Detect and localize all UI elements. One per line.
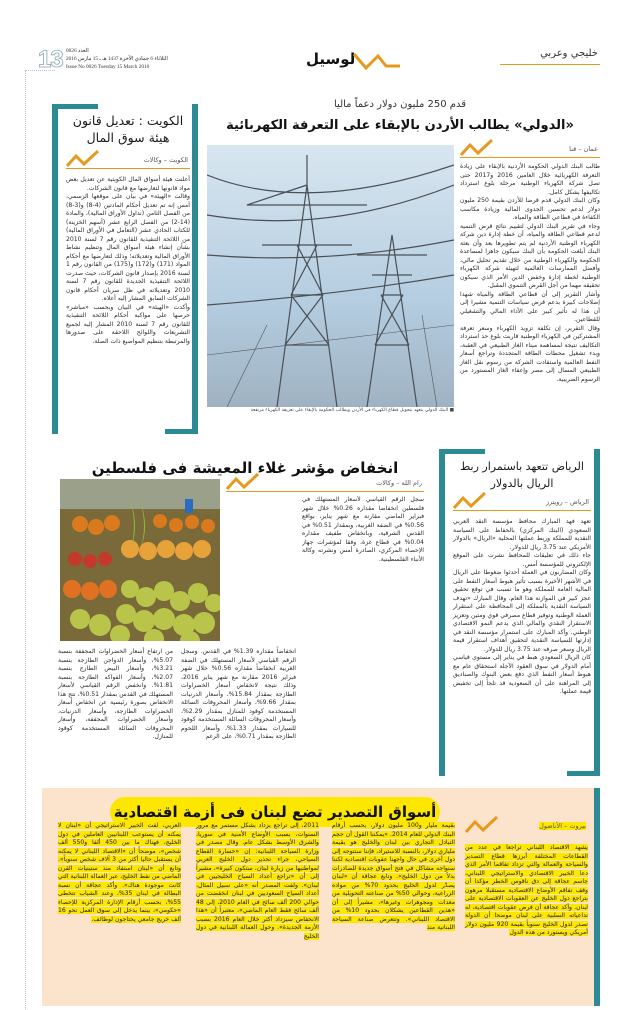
palestine-body-1 [302, 496, 424, 794]
zigzag-icon [465, 816, 499, 834]
jordan-subtitle: قدم 250 مليون دولار دعماً ماليا [334, 99, 466, 110]
fruit-illustration [60, 479, 220, 641]
jordan-column [460, 145, 600, 384]
zigzag-icon [460, 139, 494, 157]
byline-rule [226, 491, 424, 492]
riyadh-box-right-bar [594, 449, 600, 776]
issue-info-en: Issue No 0026 Tuesday 15 March 2016 [66, 64, 150, 70]
paragraph: بقيمة مليار و100 مليون دولار، بحسب أرقام البنك الدولي للعام 2014. «يمكننا القول أن حجم التبادل التجاري بين لبنان والخليج هو بقيمة ملياري دولار، بالنسبة للاستيراد، فإننا سنتوجه إلى دول أخرى في حال واجهنا عقوبات اقتصادية لكننا سنواجه مشاكل في فتح أسواق جديدة للصادرات بدلاً من دول الخليج». وتابع عجاقة أن «لبنان يصدّر لدول الخليج بحدود 70% من مواده الزراعية، وحوالي 50% من صناعته التحويلية من معدات ومجوهرات وغيرها»، مشيراً إلى أن «هذين القطاعين يشكلان بحدود 10% من الاقتصاد اللبناني». وتتعرض صناعة السياحة اللبنانية منذ [332, 822, 456, 931]
page-number: 13 [38, 46, 63, 73]
jordan-headline: «الدولي» يطالب الأردن بالإبقاء على التعرفة الكهربائية [226, 118, 574, 133]
byline-rule [453, 510, 591, 511]
zigzag-icon [453, 492, 487, 510]
paragraph: وقال التقرير، إن تكلفة تزويد الكهرباء وسعر تعرفة المشتركين في الكهرباء الوطنية قاربت بلوغ حد استرداد التكاليف نتيجة لمساهمة ميناء الغاز الطبيعي في العقبة، وبدء تشغيل محطات الطاقة المتجددة وتراجع أسعار النفط العالمية واستفادت الشركة من رسوم نقل الغاز الطبيعي المسال إلى مصر وإعفاء الغاز المستورد من الرسوم الضريبية. [460, 324, 600, 383]
issue-date-ar: الثلاثاء 6 جمادي الآخرة 1437 هـ ـ 15 مارس 2016 [66, 56, 168, 62]
issue-info [66, 47, 168, 71]
lebanon-headline: أسواق التصدير تضع لبنان فى أزمة اقتصادية [110, 797, 440, 827]
lebanon-body-1 [465, 844, 588, 938]
paragraph: وقالت «الهيئة» في بيان على موقعها الرسمي، أمس إنه تم تعديل أحكام المادتين (4-8) و(3-8) من الفصل الثامن (تداول الأوراق المالية)، والمادة (14-2) من الفصل الرابع عشر (أسهم الخزينة) للكتاب الحادي عشر (التعامل في الأوراق المالية) من اللائحة التنفيذية للقانون رقم 7 لسنة 2010 بشأن إنشاء هيئة أسواق المال وتنظيم نشاط الأوراق المالية وتعديلاته؛ وذلك لتعارضها مع أحكام المواد (171) و(172) و(175) من القانون رقم 1 لسنة 2016 بإصدار قانون الشركات، حيث صدرت اللائحة التنفيذية الجديدة للقانون رقم 7 لسنة 2010 وتعديلاته في ظل سريان أحكام قانون الشركات السابق المشار إليه أعلاه. [66, 193, 190, 302]
section-title: خليجي وعربي [540, 48, 598, 59]
palestine-byline [226, 479, 424, 493]
kuwait-byline [66, 156, 190, 170]
paragraph: كان الريال السعودي هبط في يناير إلى مستوى قياسي أمام الدولار في سوق العقود الآجلة استحقاق عام مع هبوط أسعار النفط الذي دفع بعض البنوك والصناديق إلى المراهنة على أن السعودية قد تلجأ إلى تخفيض قيمة عملتها. [453, 654, 591, 695]
palestine-headline: انخفاض مؤشر غلاء المعيشة فى فلسطين [91, 459, 399, 477]
caption-bullet-icon: ■ [448, 408, 454, 413]
lebanon-column-2 [332, 822, 455, 933]
paragraph: العربي، لفت الخبير الاستراتيجي أن «لبنان لا يمكنه أن يستوعب اللبنانيين العاملين في دول الخليج، فهناك ما بين 450 ألفا و550 ألف شخص»، موضحاً أن «الاقتصاد اللبناني لا يمكنه أن يستقبل حاليا أكثر من 3 آلاف شخص سنوياً». وتابع أن «لبنان استفاد منذ ستينيات القرن الماضي من نفط الخليج، عبر العمالة اللبنانية التي كانت موجودة هناك». وأكد عجاقة أن نسبة البطالة في لبنان 35%، وعند الشباب تتخطى 55%، بحسب أرقام الإدارة المركزية للإحصاء «حكومي»، بينما يدخل إلى سوق العمل نحو 16 ألف خريج جامعي يحتاجون لوظائف. [58, 822, 181, 923]
riyadh-content [453, 455, 591, 697]
palestine-column-1 [226, 479, 424, 794]
palestine-column-3 [58, 648, 173, 742]
zigzag-icon [226, 473, 260, 491]
riyadh-byline [453, 498, 591, 512]
kuwait-box [52, 104, 200, 434]
paragraph: وكان البنك الدولي قدم قرضا للأردن بقيمة 250 مليون دولار لدعم تحسين الجدوى المالية وزيادة مكاسب الكفاءة في قطاعي الطاقة والمياه. [460, 197, 600, 221]
kuwait-body [66, 176, 190, 346]
paragraph: وأشار التقرير إلى أن قطاعي الطاقة والمياه شهدا إصلاحات كبيرة بدعم قرض سياسات التنمية مشيرا إلى أن هذا له تأثير كبير على الأداء المالي والتشغيلي للقطاعين. [460, 290, 600, 323]
brand-logo-text: لوسيل [306, 50, 356, 68]
caption-text: البنك الدولي يتعهد بتحويل قطاع الكهرباء في الأردن ويطالب الحكومة بالإبقاء على تعريفة الكهرباء مرتفعة [250, 408, 449, 413]
paragraph: وأكدت «الهيئة» في البيان وبحسب «مباشر» حرصها على مواكبة أحكام اللائحة التنفيذية للقانون رقم 7 لسنة 2010 المشار إليه لجميع التشريعات واللوائح اللاحقة على صدورها والمرتبطة بتنظيم المواضيع ذات الصلة. [66, 303, 191, 345]
riyadh-box [439, 449, 600, 776]
paragraph: وجاء في تقرير البنك الدولي لتقييم نتائج قرض التنمية لدعم قطاعي الطاقة والمياه، أن خطة إدارة دين شركة الكهرباء الوطنية الأردنية لم يتم تطويرها بعد وأن بعثة البنك أبلغت الحكومة بأن البنك سيكون جاهزا لمساعدة الحكومة والكهرباء الوطنية من خلال تقديم تحليل مالي، وأفضل الممارسات العالمية لتهيئة شركة الكهرباء الوطنية لخطة إدارة وخفض الدين الأمر الذي سيكون تحقيقه مهما من أجل القرض التنموي المقبل. [460, 222, 600, 289]
byline-text: عمان – قنا [569, 145, 598, 153]
lebanon-body-2 [332, 822, 455, 933]
riyadh-title: الرياض تتعهد باستمرار ربط الريال بالدولار [460, 460, 584, 490]
lebanon-byline [465, 822, 588, 838]
lebanon-body-4 [58, 822, 181, 924]
masthead [300, 46, 600, 76]
paragraph: طالب البنك الدولي الحكومة الأردنية بالإبقاء على زيادة التعرفة الكهربائية خلال العامين 2016 و2017 حتى تصل شركة الكهرباء الوطنية مرحلة بلوغ استرداد تكاليفها بشكل كامل. [460, 163, 600, 196]
paragraph: 2011، إلى تراجع يزداد بشكل مستمر مع مرور السنوات، بسبب الأوضاع الأمنية في سوريا، والشرق الأوسط بشكل عام. وقال مصدر في وزارة السياحة اللبنانية: إن «خسارة القطاع السياحي، جراء تحذير دول الخليج العربي لمواطنيها من زيارة لبنان، ستكون كبيرة»، مشيراً إلى أن «تراجع أعداد السياح الخليجيين في لبنان». ولفت المصدر أنه «على سبيل المثال، أعداد السياح السعوديين في لبنان انخفضت من حوالي 200 ألف سائح في العام 2010، إلى 48 ألف سائح فقط العام الماضي»، معتبراً أن «هذا الانخفاض سيزداد أكثر خلال العام 2016 بسبب الأزمة الجديدة». وحول العمالة اللبنانية في دول الخليج [196, 822, 319, 940]
kuwait-box-right-bar [192, 104, 198, 434]
byline-text: الرياض – رويترز [545, 498, 589, 506]
palestine-body-3 [58, 648, 173, 742]
paragraph: يشهد الاقتصاد اللبناني تراجعا في عدد من القطاعات المختلفة أبرزها قطاع التصدير والسياحة والعمالة والتي تزداد تفاقما الأمر الذي دعا الخبير الاقتصادي والاستراتيجي اللبناني، جاسم عجاقة إلى دق ناقوس الخطر مؤكدا أن وقف تفاقم الأوضاع الاقتصادية مستقبلا مرهون بتراجع دول الخليج عن العقوبات الاقتصادية على لبنان. وأكد عجاقة أن فرض عقوبات اقتصادية، له تداعياته السلبية على لبنان موضحا أن الدولة تصدر لدول الخليج سنوياً بقيمة 920 مليون دولار أمريكي ويستورد من هذه الدول [465, 844, 588, 936]
photo-caption [207, 408, 454, 413]
byline-text: الكويت – وكالات [143, 156, 188, 164]
lebanon-panel-bar [594, 788, 600, 1006]
byline-text: بيروت – الأناضول [539, 822, 586, 830]
pylon-illustration [207, 145, 454, 407]
byline-text: رام الله – وكالات [376, 479, 422, 487]
byline-rule [66, 168, 190, 169]
paragraph: جاء ذلك في تعليقات للمحافظ نشرت على الموقع الإلكتروني للمؤسسة أمس. [453, 552, 591, 568]
palestine-body-2 [181, 648, 296, 742]
paragraph: من ارتفاع أسعار الخضراوات المجففة بنسبة 5.07%، وأسعار الدواجن الطازجة بنسبة 3.21%، وأسعار البيض الطازج بنسبة 2.07%، وأسعار الفواكه الطازجة بنسبة 1.81%. وانخفض الرقم القياسي لأسعار المستهلك في القدس بمقدار 0.51%، نتج هذا الانخفاض بصورة رئيسية عن انخفاض أسعار الخضراوات الطازجة، وأسعار الدرنيات، وأسعار الخضراوات المجففة، وأسعار المحروقات السائلة المستخدمة كوقود للمنازل. [58, 648, 173, 740]
byline-rule [460, 157, 600, 158]
fruit-market-photo [60, 479, 220, 641]
riyadh-body [453, 518, 591, 697]
lebanon-body-3 [196, 822, 319, 941]
issue-number-ar: العدد 0026 [66, 48, 89, 54]
kuwait-content [66, 110, 190, 346]
page-margin-rule [25, 70, 26, 1010]
zigzag-icon [66, 150, 100, 168]
kuwait-box-bottom-bar [165, 429, 198, 434]
paragraph: وكان المضاربون في العملة أحدثوا ضغوطا على الريال في الأشهر الأخيرة بسبب تأثير هبوط أسعار النفط على المالية العامة للمملكة وهو ما تسبب في توقع تحقيق عجز كبير في الموازنة هذا العام. وقال المبارك «تهدف السياسة النقدية بالمملكة إلى المحافظة على استقرار العملة الوطنية وتوفير قطاع مصرفي قوي ومتين وتعزيز الاستقرار النقدي والمالي الذي يدعم النمو الاقتصادي الوطني. وأكد المبارك على استمرار مؤسسة النقد في إدارتها للسياسة النقدية لتحقيق أهداف استقرار قيمة الريال وسعر صرفه عند 3.75 ريال للدولار. [453, 569, 591, 653]
section-underline [500, 64, 600, 65]
lebanon-column-4 [58, 822, 181, 924]
riyadh-box-bottom-bar [567, 771, 600, 776]
palestine-column-2 [181, 648, 296, 742]
paragraph: تعهد فهد المبارك محافظ مؤسسة النقد العربي السعودي (البنك المركزي) بالحفاظ على السياسة النقدية للمملكة وربط عملتها المحلية «الريال» بالدولار الأمريكي عند 3.75 ريال للدولار. [453, 518, 591, 551]
jordan-byline [460, 145, 600, 159]
paragraph: سجل الرقم القياسي لأسعار المستهلك في فلسطين انخفاضا مقداره 0.26% خلال شهر فبراير الماضي مقارنة مع شهر يناير، بواقع 0.56% في الضفة الغربية، وبمقدار 0.51% في القدس الشرقية، وبانخفاض طفيف مقداره 0.04% في قطاع غزة، وفقا لمؤشرات جهاز الإحصاء المركزي، الصادرة أمس ونشرته وكالة الأنباء الفلسطينية. [302, 496, 424, 563]
paragraph: انخفاضاً مقداره 1.39% في القدس. وسجل الرقم القياسي لأسعار المستهلك في الضفة الغربية انخفاضاً مقداره 0.56% خلال شهر فبراير 2016 مقارنة مع شهر يناير 2016، وذلك نتيجة لانخفاض أسعار الخضراوات الطازجة بمقدار 15.84%، وأسعار الدرنيات بمقدار 9.66%، وأسعار المحروقات السائلة المستخدمة كوقود للمنازل بمقدار 2.29%، وأسعار المحروقات السائلة المستخدمة كوقود للسيارات بمقدار 1.33%، وأسعار اللحوم الطازجة بمقدار 0.71%، على الرغم [181, 648, 296, 740]
jordan-body [460, 163, 600, 384]
power-lines-photo [207, 145, 454, 407]
paragraph: أعلنت هيئة أسواق المال الكويتية عن تعديل بعض مواد قانونها لتعارضها مع قانون الشركات. [66, 176, 190, 192]
lebanon-column-3 [196, 822, 319, 941]
brand-zigzag-icon [352, 52, 402, 70]
lebanon-column-1 [465, 822, 588, 938]
kuwait-title: الكويت : تعديل قانون هيئة سوق المال [72, 113, 184, 145]
